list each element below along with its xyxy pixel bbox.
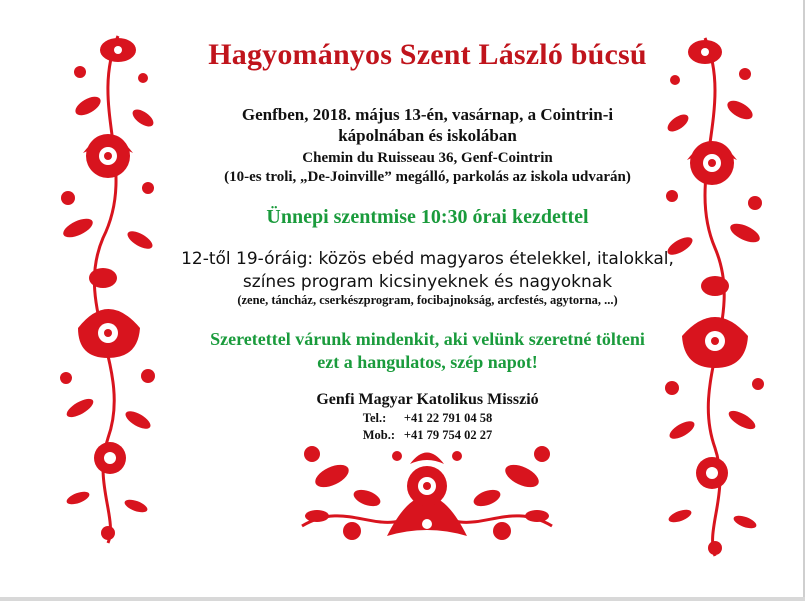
program-line-2: színes program kicsinyeknek és nagyoknak <box>242 272 613 292</box>
event-directions: (10-es troli, „De-Joinville” megálló, parkolás az iskola udvarán) <box>224 169 631 185</box>
telephone-row <box>150 411 705 426</box>
window-border-bottom <box>0 597 805 601</box>
left-floral-ornament <box>48 28 160 548</box>
program-activities: (zene, táncház, cserkészprogram, focibajnokság, arcfestés, agytorna, ...) <box>237 293 618 307</box>
organizer-name: Genfi Magyar Katolikus Misszió <box>316 391 539 408</box>
event-address: Chemin du Ruisseau 36, Genf-Cointrin <box>302 150 553 166</box>
bottom-floral-ornament <box>292 436 562 554</box>
event-place-line-1: Genfben, 2018. május 13-én, vasárnap, a Cointrin-i <box>241 105 614 124</box>
telephone-label: Tel.: <box>362 411 387 425</box>
event-place-line-2: kápolnában és iskolában <box>338 126 517 145</box>
mobile-row <box>150 428 705 443</box>
welcome-line-1: Szeretettel várunk mindenkit, aki velünk szeretné tölteni <box>210 329 645 349</box>
mobile-number: +41 79 754 02 27 <box>403 428 493 442</box>
program-line-1: 12-től 19-óráig: közös ebéd magyaros ételekkel, italokkal, <box>181 249 674 269</box>
welcome-line-2: ezt a hangulatos, szép napot! <box>317 352 538 372</box>
telephone-number: +41 22 791 04 58 <box>403 411 493 425</box>
mass-time: Ünnepi szentmise 10:30 órai kezdettel <box>266 206 589 228</box>
event-title: Hagyományos Szent László búcsú <box>208 38 647 71</box>
mobile-label: Mob.: <box>362 428 396 442</box>
